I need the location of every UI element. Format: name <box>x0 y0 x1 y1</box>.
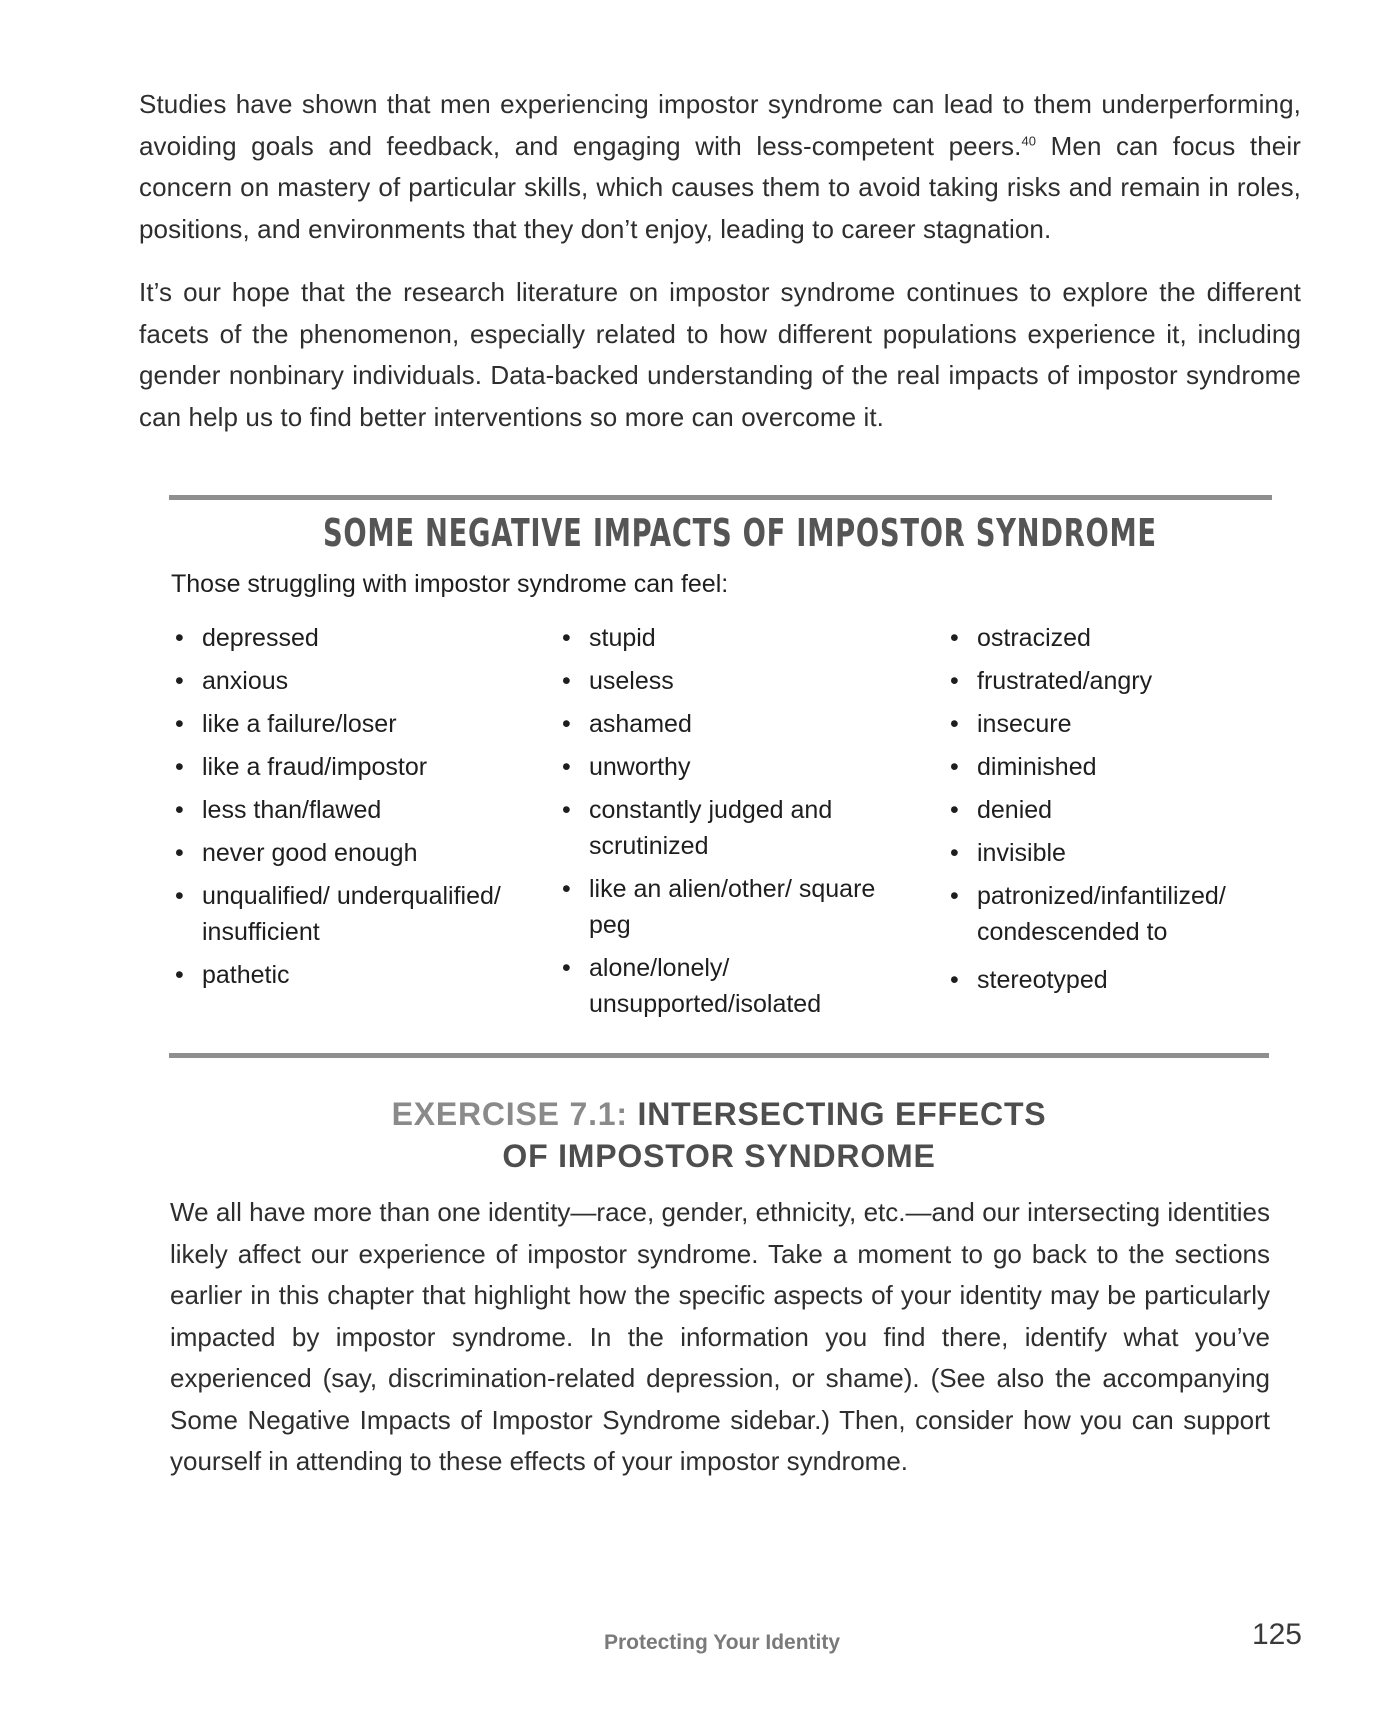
list-item: • unworthy <box>562 749 922 785</box>
list-item: • frustrated/angry <box>950 663 1290 699</box>
paragraph-2-text: It’s our hope that the research literature on impostor syndrome continues to explore the different facets of the phenomenon, especially related to how different populations experience it, including gender nonbinary individuals. Data-backed understanding of the real impacts of impostor syndrome can help us to find better interventions so more can overcome it. <box>139 277 1301 432</box>
list-item: • ashamed <box>562 706 922 742</box>
exercise-number: EXERCISE 7.1: <box>391 1096 628 1132</box>
sidebar-title: SOME NEGATIVE IMPACTS OF IMPOSTOR SYNDROME <box>322 511 1157 555</box>
exercise-body: We all have more than one identity—race, gender, ethnicity, etc.—and our intersecting identities likely affect our experience of impostor syndrome. Take a moment to go back to the sections earlier in this chapter that highlight how the specific aspects of your identity may be particularly impacted by impostor syndrome. In the information you find there, identify what you’ve experienced (say, discrimination-related depression, or shame). (See also the accompanying Some Negative Impacts of Impostor Syndrome sidebar.) Then, consider how you can support yourself in attending to these effects of your impostor syndrome. <box>170 1197 1270 1476</box>
list-item: • diminished <box>950 749 1290 785</box>
paragraph-research-hope <box>139 272 1301 438</box>
list-item: • patronized/infantilized/ condescended to <box>950 878 1290 950</box>
running-footer: Protecting Your Identity <box>603 1631 841 1654</box>
list-item: • insecure <box>950 706 1290 742</box>
list-item: • useless <box>562 663 922 699</box>
paragraph-1-text-a: Studies have shown that men experiencing impostor syndrome can lead to them underperforming, avoiding goals and feedback, and engaging with less-competent peers. <box>139 89 1301 161</box>
list-item: • ostracized <box>950 620 1290 656</box>
feelings-list-column-2 <box>562 620 922 1029</box>
list-item: • invisible <box>950 835 1290 871</box>
sidebar-bottom-rule <box>169 1053 1269 1058</box>
list-item: • alone/lonely/ unsupported/isolated <box>562 950 922 1022</box>
list-item: • unqualified/ underqualified/ insufficient <box>175 878 535 950</box>
footnote-marker[interactable]: 40 <box>1021 132 1037 148</box>
list-item: • depressed <box>175 620 535 656</box>
feelings-list-column-3 <box>950 620 1290 1005</box>
sidebar-intro: Those struggling with impostor syndrome can feel: <box>171 570 729 598</box>
feelings-list-column-1 <box>175 620 535 1000</box>
paragraph-1-text-b: Men can focus their concern on mastery of particular skills, which causes them to avoid taking risks and remain in roles, positions, and environments that they don’t enjoy, leading to career stagnation. <box>139 130 1301 244</box>
exercise-heading <box>169 1093 1269 1177</box>
list-item: • like an alien/other/ square peg <box>562 871 922 943</box>
paragraph-men-impostor <box>139 84 1301 250</box>
list-item: • like a fraud/impostor <box>175 749 535 785</box>
exercise-title-line-1: INTERSECTING EFFECTS <box>637 1096 1047 1132</box>
list-item: • like a failure/loser <box>175 706 535 742</box>
list-item: • never good enough <box>175 835 535 871</box>
list-item: • pathetic <box>175 957 535 993</box>
page-number: 125 <box>1251 1618 1302 1651</box>
list-item: • stereotyped <box>950 962 1290 998</box>
list-item: • anxious <box>175 663 535 699</box>
sidebar-top-rule <box>169 495 1272 500</box>
list-item: • stupid <box>562 620 922 656</box>
list-item: • denied <box>950 792 1290 828</box>
exercise-title-line-2: OF IMPOSTOR SYNDROME <box>502 1138 936 1174</box>
list-item: • constantly judged and scrutinized <box>562 792 922 864</box>
list-item: • less than/flawed <box>175 792 535 828</box>
